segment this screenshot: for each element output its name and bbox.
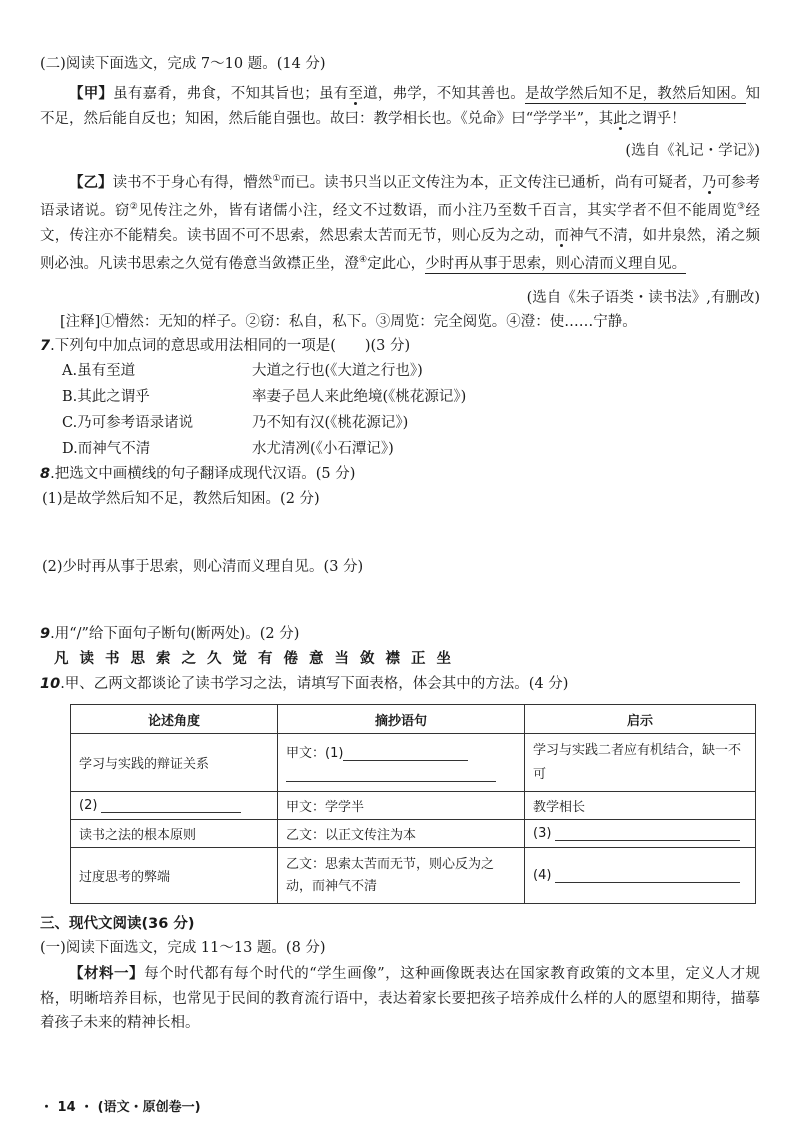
question-8 [40, 462, 760, 486]
dotted-word: 而 [554, 227, 570, 244]
annotation-note: [注释]①懵然：无知的样子。②窃：私自，私下。③周览：完全阅览。④澄：使……宁静。 [60, 314, 637, 331]
dotted-word: 乃 [701, 174, 717, 191]
table-header-row [71, 705, 756, 734]
table-cell: 读书之法的根本原则 [71, 820, 278, 848]
table-cell: 甲文：学学半 [278, 792, 525, 820]
option-sentence: A.虽有至道 [62, 363, 136, 380]
table-header: 启示 [525, 705, 756, 734]
passage-jia: 【甲】虽有嘉肴，弗食，不知其旨也；虽有至道，弗学，不知其善也。是故学然后知不足，教然后知困。知不足，然后能自反也；知困，然后能自强也。故曰：教学相长也。《兑命》曰“学学半”，其此之谓乎！ [40, 86, 761, 127]
table-cell: 过度思考的弊端 [71, 848, 278, 904]
question-stem: .甲、乙两文都谈论了读书学习之法，请填写下面表格，体会其中的方法。(4 分) [60, 676, 569, 693]
question-10 [40, 672, 760, 696]
note-marker: ① [272, 174, 281, 184]
yi-source: (选自《朱子语类・读书法》,有删改) [526, 290, 760, 307]
table-header: 论述角度 [71, 705, 278, 734]
table-cell: (4) [525, 848, 756, 904]
option-sentence: D.而神气不清 [62, 441, 151, 458]
table-cell: 学习与实践的辩证关系 [71, 734, 278, 792]
note-marker: ④ [359, 255, 368, 266]
q8-sub-2: (2)少时再从事于思索，则心清而义理自见。(3 分) [42, 559, 364, 576]
q7-options [62, 358, 760, 462]
option-row[interactable] [62, 384, 760, 410]
question-number: 10 [40, 676, 61, 693]
dotted-word: 至 [348, 86, 364, 102]
option-compare: 乃不知有汉(《桃花源记》) [252, 415, 409, 432]
answer-area[interactable] [40, 580, 760, 622]
table-cell: (3) [525, 820, 756, 848]
jia-tag: 【甲】 [69, 86, 114, 102]
material-1: 【材料一】每个时代都有每个时代的“学生画像”，这种画像既表达在国家教育政策的文本里，定义人才规格，明晰培养目标，也常见于民间的教育流行语中，表达着家长要把孩子培养成什么样的人的愿望和期待，描摹着孩子未来的精神长相。 [40, 966, 760, 1032]
fill-blank[interactable] [286, 767, 496, 782]
fill-blank[interactable] [555, 868, 740, 883]
option-row[interactable] [62, 436, 760, 462]
question-7 [40, 334, 760, 358]
option-compare: 大道之行也(《大道之行也》) [252, 363, 423, 380]
page-footer: ・ 14 ・ (语文・原创卷一) [40, 1100, 201, 1115]
table-cell: 乙文：以正文传注为本 [278, 820, 525, 848]
question-number: 9 [40, 626, 51, 643]
question-stem: .下列句中加点词的意思或用法相同的一项是( )(3 分) [50, 338, 411, 355]
table-row [71, 848, 756, 904]
question-number: 8 [40, 466, 51, 483]
option-row[interactable] [62, 410, 760, 436]
underlined-sentence-1-end: 困。 [716, 86, 746, 102]
option-sentence: B.其此之谓乎 [62, 389, 150, 406]
option-sentence: C.乃可参考语录诸说 [62, 415, 194, 432]
option-compare: 水尤清冽(《小石潭记》) [252, 441, 394, 458]
note-marker: ③ [736, 202, 746, 213]
method-table [70, 704, 756, 904]
table-cell: 教学相长 [525, 792, 756, 820]
table-cell: (2) [71, 792, 278, 820]
underlined-sentence-2-end: 再从事于思索，则心清而义理自见。 [454, 255, 687, 272]
table-cell: 学习与实践二者应有机结合，缺一不可 [525, 734, 756, 792]
yi-tag: 【乙】 [69, 174, 113, 191]
fill-blank[interactable] [343, 746, 468, 761]
table-row [71, 734, 756, 792]
section3-heading: 三、现代文阅读(36 分) [40, 916, 195, 933]
passage-yi: 【乙】读书不于身心有得，懵然①而已。读书只当以正文传注为本，正文传注已通析，尚有可疑者，乃可参考语录诸说。窃②见传注之外，皆有诸儒小注，经文不过数语，而小注乃至数千百言，其实学者不但不能周览③经文，传注亦不能精矣。读书固不可不思索，然思索太苦而无节，则心反为之动，而神气不清，如井泉然，淆之频则必浊。凡读书思索之久觉有倦意当敛襟正坐，澄④定此心，少时再从事于思索，则心清而义理自见。 [40, 174, 761, 272]
material-tag: 【材料一】 [69, 966, 145, 983]
table-row [71, 792, 756, 820]
table-header: 摘抄语句 [278, 705, 525, 734]
section2-heading: (二)阅读下面选文，完成 7～10 题。(14 分) [40, 56, 326, 72]
option-row[interactable] [62, 358, 760, 384]
section3-subheading: (一)阅读下面选文，完成 11～13 题。(8 分) [40, 940, 326, 957]
fill-blank[interactable] [101, 798, 241, 813]
underlined-sentence-2: 少时 [425, 255, 455, 272]
table-cell: 乙文：思索太苦而无节，则心反为之动，而神气不清 [278, 848, 525, 904]
question-number: 7 [40, 338, 51, 355]
q8-sub-1: (1)是故学然后知不足，教然后知困。(2 分) [42, 491, 320, 508]
table-row [71, 820, 756, 848]
question-9 [40, 622, 760, 646]
exam-page [40, 52, 760, 1036]
underlined-sentence-1: 是故学然后知不足，教然后知 [524, 86, 717, 102]
jia-source: (选自《礼记・学记》) [625, 143, 760, 159]
punctuation-sentence[interactable]: 凡读书思索之久觉有倦意当敛襟正坐 [54, 650, 462, 668]
question-stem: .用“/”给下面句子断句(断两处)。(2 分) [50, 626, 300, 643]
answer-area[interactable] [40, 512, 760, 554]
note-marker: ② [129, 202, 139, 213]
question-stem: .把选文中画横线的句子翻译成现代汉语。(5 分) [50, 466, 356, 483]
dotted-word: 此 [613, 110, 628, 127]
option-compare: 率妻子邑人来此绝境(《桃花源记》) [252, 389, 467, 406]
fill-blank[interactable] [555, 826, 740, 841]
table-cell: 甲文：(1) [278, 734, 525, 792]
